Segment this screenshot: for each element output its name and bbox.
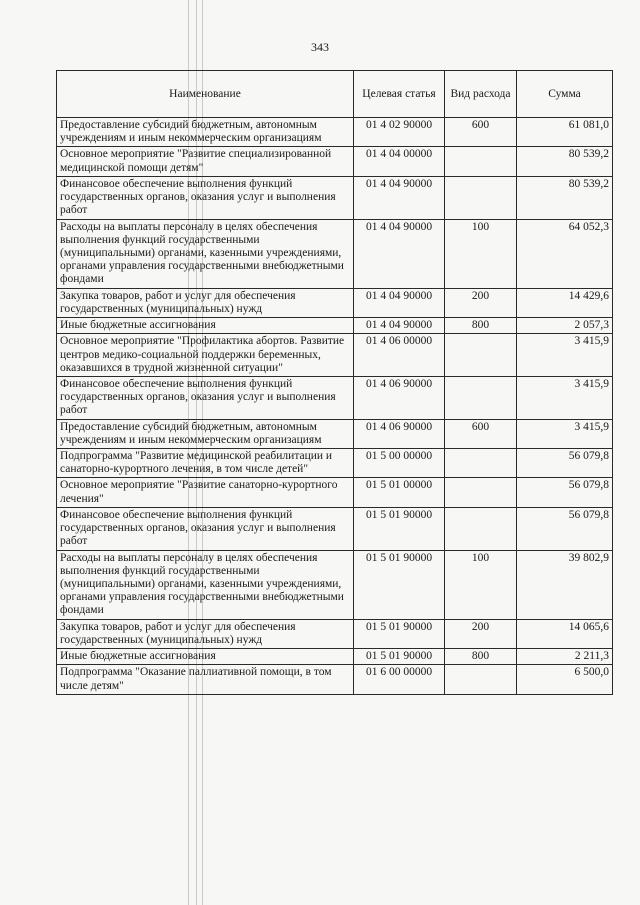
type-cell: 200: [445, 288, 517, 317]
code-cell: 01 6 00 00000: [354, 665, 445, 694]
table-row: [57, 288, 613, 317]
table-row: [57, 665, 613, 694]
name-cell: Расходы на выплаты персоналу в целях обеспечения выполнения функций государственными (муниципальными) органами, казенными учреждениями, органами управления государственными внебюджетными фондами: [57, 219, 354, 288]
table-row: [57, 318, 613, 334]
table-row: [57, 619, 613, 648]
amount-cell: 80 539,2: [517, 147, 613, 176]
table-row: [57, 334, 613, 377]
table-row: [57, 449, 613, 478]
type-cell: [445, 147, 517, 176]
amount-cell: 3 415,9: [517, 334, 613, 377]
name-cell: Финансовое обеспечение выполнения функций государственных органов, оказания услуг и выполнения работ: [57, 176, 354, 219]
table-row: [57, 176, 613, 219]
type-cell: 800: [445, 649, 517, 665]
code-cell: 01 5 01 90000: [354, 550, 445, 619]
amount-cell: 14 065,6: [517, 619, 613, 648]
type-cell: [445, 478, 517, 507]
amount-cell: 56 079,8: [517, 478, 613, 507]
table-row: [57, 419, 613, 448]
name-cell: Расходы на выплаты персоналу в целях обеспечения выполнения функций государственными (муниципальными) органами, казенными учреждениями, органами управления государственными внебюджетными фондами: [57, 550, 354, 619]
code-cell: 01 5 00 00000: [354, 449, 445, 478]
header-code: Целевая статья: [354, 71, 445, 118]
table-row: [57, 550, 613, 619]
type-cell: 200: [445, 619, 517, 648]
name-cell: Подпрограмма "Оказание паллиативной помощи, в том числе детям": [57, 665, 354, 694]
type-cell: 800: [445, 318, 517, 334]
table-row: [57, 376, 613, 419]
code-cell: 01 5 01 90000: [354, 619, 445, 648]
code-cell: 01 4 06 90000: [354, 419, 445, 448]
name-cell: Основное мероприятие "Профилактика абортов. Развитие центров медико-социальной поддержки беременных, оказавшихся в трудной жизненной ситуации": [57, 334, 354, 377]
amount-cell: 2 211,3: [517, 649, 613, 665]
budget-table: [56, 70, 613, 695]
table-row: [57, 219, 613, 288]
name-cell: Иные бюджетные ассигнования: [57, 649, 354, 665]
code-cell: 01 4 06 00000: [354, 334, 445, 377]
amount-cell: 56 079,8: [517, 507, 613, 550]
table-row: [57, 507, 613, 550]
code-cell: 01 4 04 90000: [354, 219, 445, 288]
code-cell: 01 4 02 90000: [354, 118, 445, 147]
code-cell: 01 4 04 00000: [354, 147, 445, 176]
code-cell: 01 4 06 90000: [354, 376, 445, 419]
header-name: Наименование: [57, 71, 354, 118]
table-header-row: [57, 71, 613, 118]
amount-cell: 61 081,0: [517, 118, 613, 147]
amount-cell: 64 052,3: [517, 219, 613, 288]
code-cell: 01 4 04 90000: [354, 318, 445, 334]
name-cell: Подпрограмма "Развитие медицинской реабилитации и санаторно-курортного лечения, в том числе детей": [57, 449, 354, 478]
table-row: [57, 118, 613, 147]
name-cell: Предоставление субсидий бюджетным, автономным учреждениям и иным некоммерческим организациям: [57, 118, 354, 147]
table-body: [57, 118, 613, 695]
type-cell: 600: [445, 419, 517, 448]
code-cell: 01 4 04 90000: [354, 176, 445, 219]
page-number: 343: [311, 40, 329, 54]
code-cell: 01 5 01 90000: [354, 507, 445, 550]
table-row: [57, 478, 613, 507]
code-cell: 01 5 01 00000: [354, 478, 445, 507]
amount-cell: 6 500,0: [517, 665, 613, 694]
type-cell: 100: [445, 550, 517, 619]
amount-cell: 2 057,3: [517, 318, 613, 334]
header-amount: Сумма: [517, 71, 613, 118]
type-cell: [445, 665, 517, 694]
name-cell: Основное мероприятие "Развитие специализированной медицинской помощи детям": [57, 147, 354, 176]
name-cell: Финансовое обеспечение выполнения функций государственных органов, оказания услуг и выполнения работ: [57, 507, 354, 550]
type-cell: [445, 376, 517, 419]
amount-cell: 3 415,9: [517, 419, 613, 448]
table-row: [57, 649, 613, 665]
amount-cell: 56 079,8: [517, 449, 613, 478]
type-cell: [445, 334, 517, 377]
name-cell: Основное мероприятие "Развитие санаторно-курортного лечения": [57, 478, 354, 507]
name-cell: Иные бюджетные ассигнования: [57, 318, 354, 334]
name-cell: Закупка товаров, работ и услуг для обеспечения государственных (муниципальных) нужд: [57, 619, 354, 648]
table-row: [57, 147, 613, 176]
name-cell: Финансовое обеспечение выполнения функций государственных органов, оказания услуг и выполнения работ: [57, 376, 354, 419]
type-cell: [445, 449, 517, 478]
amount-cell: 3 415,9: [517, 376, 613, 419]
code-cell: 01 5 01 90000: [354, 649, 445, 665]
type-cell: 100: [445, 219, 517, 288]
type-cell: [445, 507, 517, 550]
amount-cell: 80 539,2: [517, 176, 613, 219]
amount-cell: 39 802,9: [517, 550, 613, 619]
code-cell: 01 4 04 90000: [354, 288, 445, 317]
header-type: Вид расхода: [445, 71, 517, 118]
name-cell: Предоставление субсидий бюджетным, автономным учреждениям и иным некоммерческим организациям: [57, 419, 354, 448]
type-cell: 600: [445, 118, 517, 147]
name-cell: Закупка товаров, работ и услуг для обеспечения государственных (муниципальных) нужд: [57, 288, 354, 317]
amount-cell: 14 429,6: [517, 288, 613, 317]
type-cell: [445, 176, 517, 219]
